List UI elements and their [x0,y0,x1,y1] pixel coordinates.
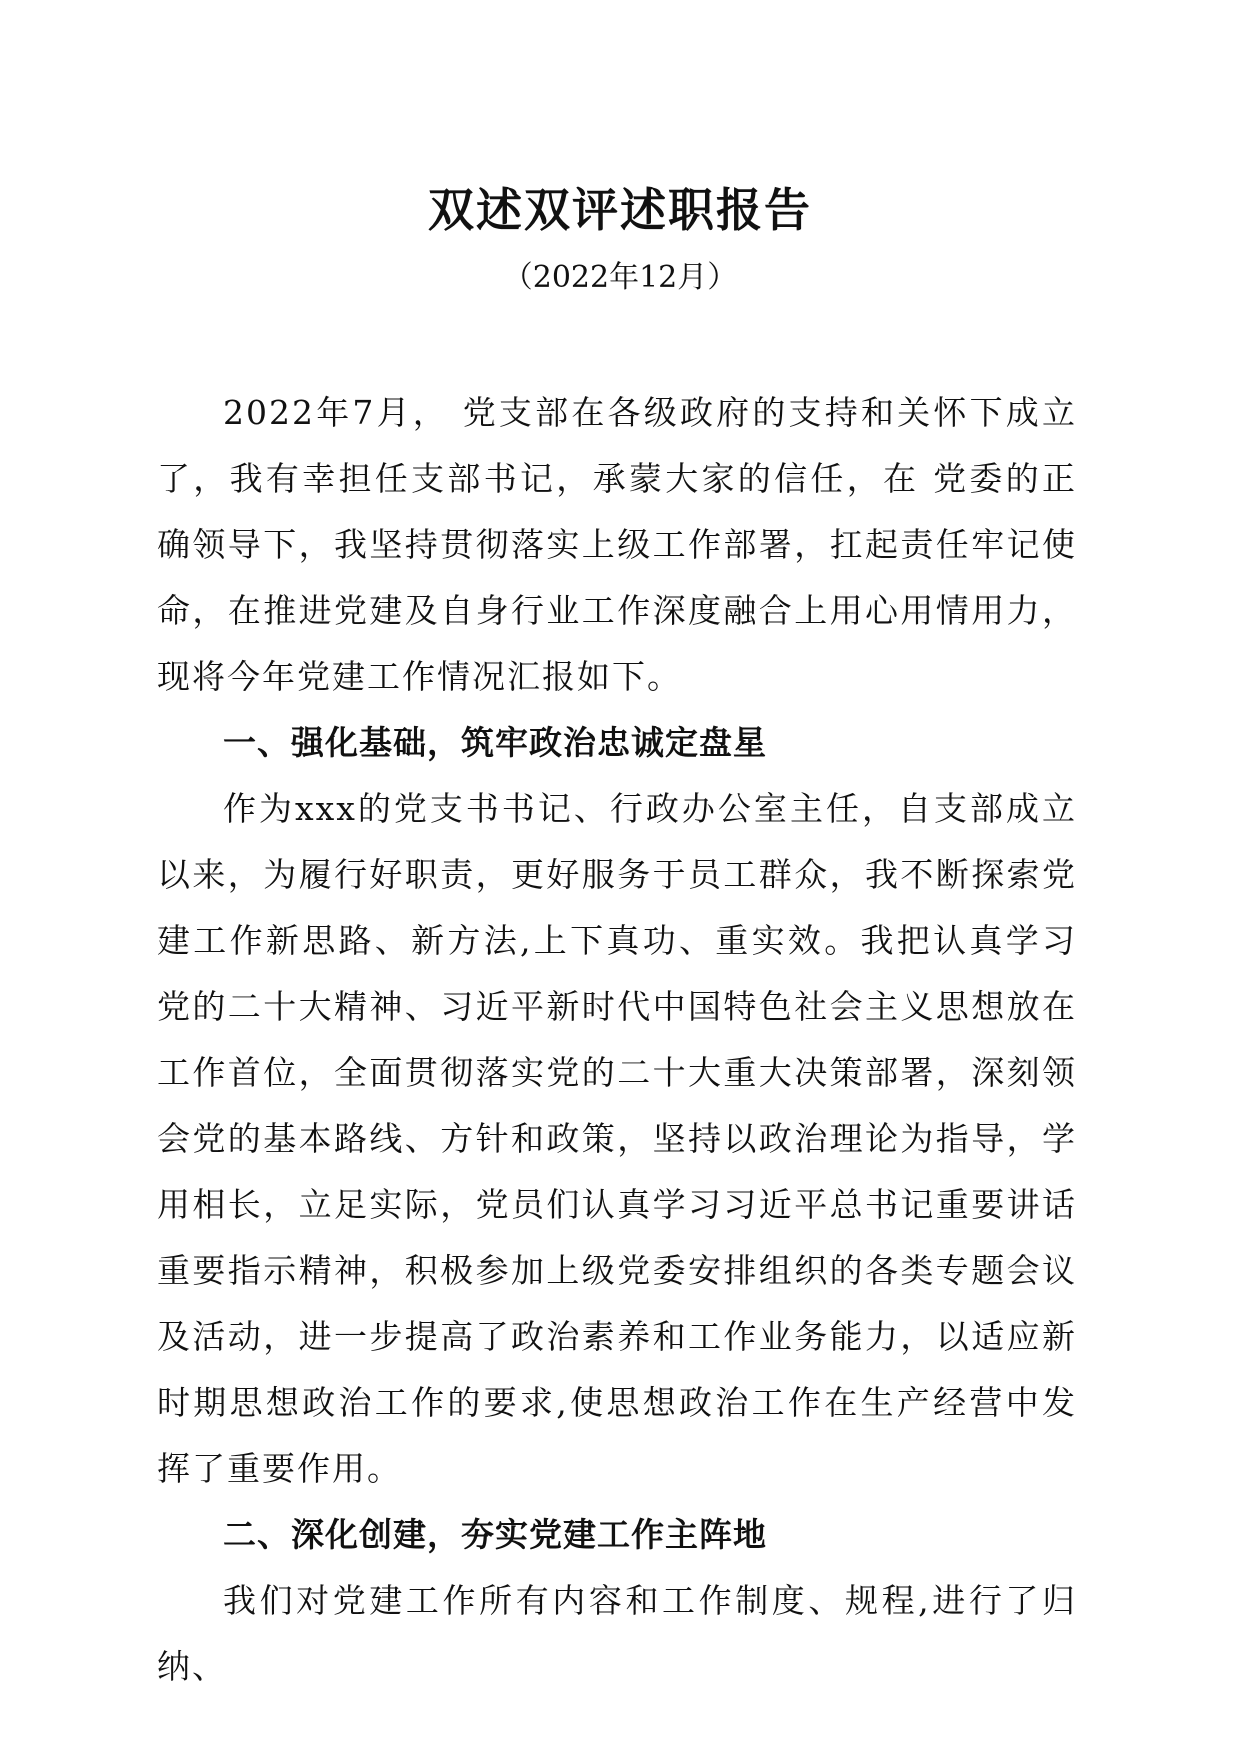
document-body [157,380,1077,1700]
section-2-paragraph: 我们对党建工作所有内容和工作制度、规程,进行了归纳、 [157,1581,1077,1686]
intro-paragraph: 2022年7月， 党支部在各级政府的支持和关怀下成立了，我有幸担任支部书记，承蒙大家的信任，在 党委的正确领导下，我坚持贯彻落实上级工作部署，扛起责任牢记使命，在推进党建及自身行业工作深度融合上用心用情用力，现将今年党建工作情况汇报如下。 [157,393,1077,696]
section-1-paragraph: 作为xxx的党支书书记、行政办公室主任，自支部成立以来，为履行好职责，更好服务于员工群众，我不断探索党建工作新思路、新方法,上下真功、重实效。我把认真学习党的二十大精神、习近平新时代中国特色社会主义思想放在工作首位，全面贯彻落实党的二十大重大决策部署，深刻领会党的基本路线、方针和政策，坚持以政治理论为指导，学用相长，立足实际，党员们认真学习习近平总书记重要讲话重要指示精神，积极参加上级党委安排组织的各类专题会议及活动，进一步提高了政治素养和工作业务能力，以适应新时期思想政治工作的要求,使思想政治工作在生产经营中发挥了重要作用。 [157,789,1077,1488]
page-title: 双述双评述职报告 [428,183,812,237]
section-1-heading: 一、强化基础，筑牢政治忠诚定盘星 [223,723,767,762]
section-2-heading: 二、深化创建，夯实党建工作主阵地 [223,1515,767,1554]
report-date: （2022年12月） [502,260,738,295]
